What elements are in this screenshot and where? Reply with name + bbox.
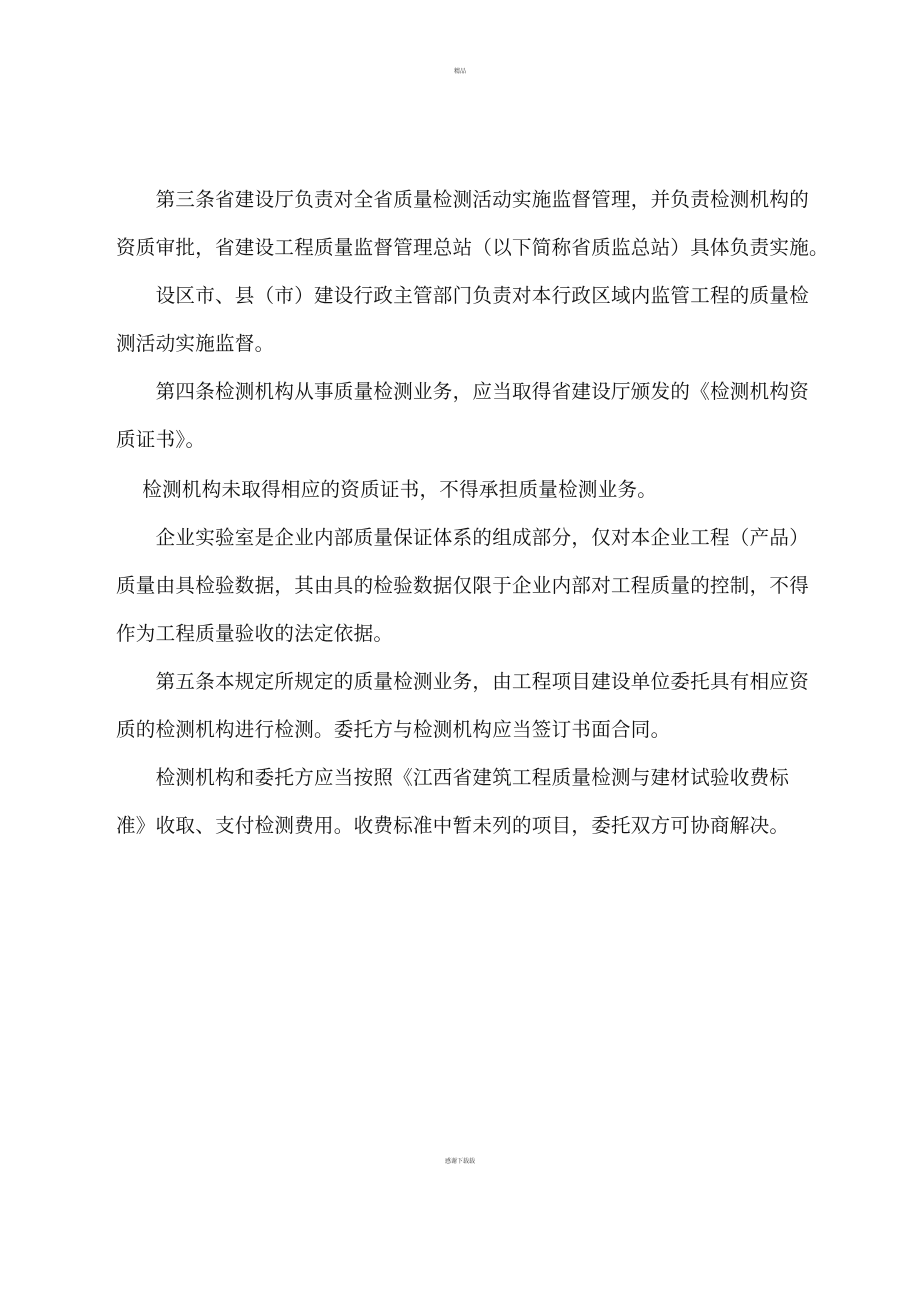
paragraph-article-3-line-1: 第三条省建设厅负责对全省质量检测活动实施监督管理，并负责检测机构的 — [116, 188, 810, 211]
paragraph-lab-line-3: 作为工程质量验收的法定依据。 — [116, 622, 394, 645]
paragraph-article-5-line-1: 第五条本规定所规定的质量检测业务，由工程项目建设单位委托具有相应资 — [116, 670, 810, 693]
paragraph-article-3-line-2: 资质审批，省建设工程质量监督管理总站（以下简称省质监总站）具体负责实施。 — [116, 236, 829, 259]
paragraph-fees-line-2: 准》收取、支付检测费用。收费标准中暂未列的项目，委托双方可协商解决。 — [116, 814, 790, 837]
paragraph-lab-line-1: 企业实验室是企业内部质量保证体系的组成部分，仅对本企业工程（产品） — [116, 526, 810, 549]
paragraph-article-4-line-1: 第四条检测机构从事质量检测业务，应当取得省建设厅颁发的《检测机构资 — [116, 380, 810, 403]
paragraph-no-certificate-line-1: 检测机构未取得相应的资质证书，不得承担质量检测业务。 — [116, 478, 658, 501]
paragraph-district-line-1: 设区市、县（市）建设行政主管部门负责对本行政区域内监管工程的质量检 — [116, 284, 810, 307]
paragraph-article-5-line-2: 质的检测机构进行检测。委托方与检测机构应当签订书面合同。 — [116, 718, 671, 741]
paragraph-fees-line-1: 检测机构和委托方应当按照《江西省建筑工程质量检测与建材试验收费标 — [116, 766, 790, 789]
footer-mark: 感谢下载载 — [444, 1158, 475, 1165]
header-mark: 精品 — [453, 68, 466, 75]
paragraph-district-line-2: 测活动实施监督。 — [116, 332, 275, 355]
paragraph-lab-line-2: 质量由具检验数据，其由具的检验数据仅限于企业内部对工程质量的控制，不得 — [116, 574, 810, 597]
paragraph-article-4-line-2: 质证书》。 — [116, 428, 206, 451]
